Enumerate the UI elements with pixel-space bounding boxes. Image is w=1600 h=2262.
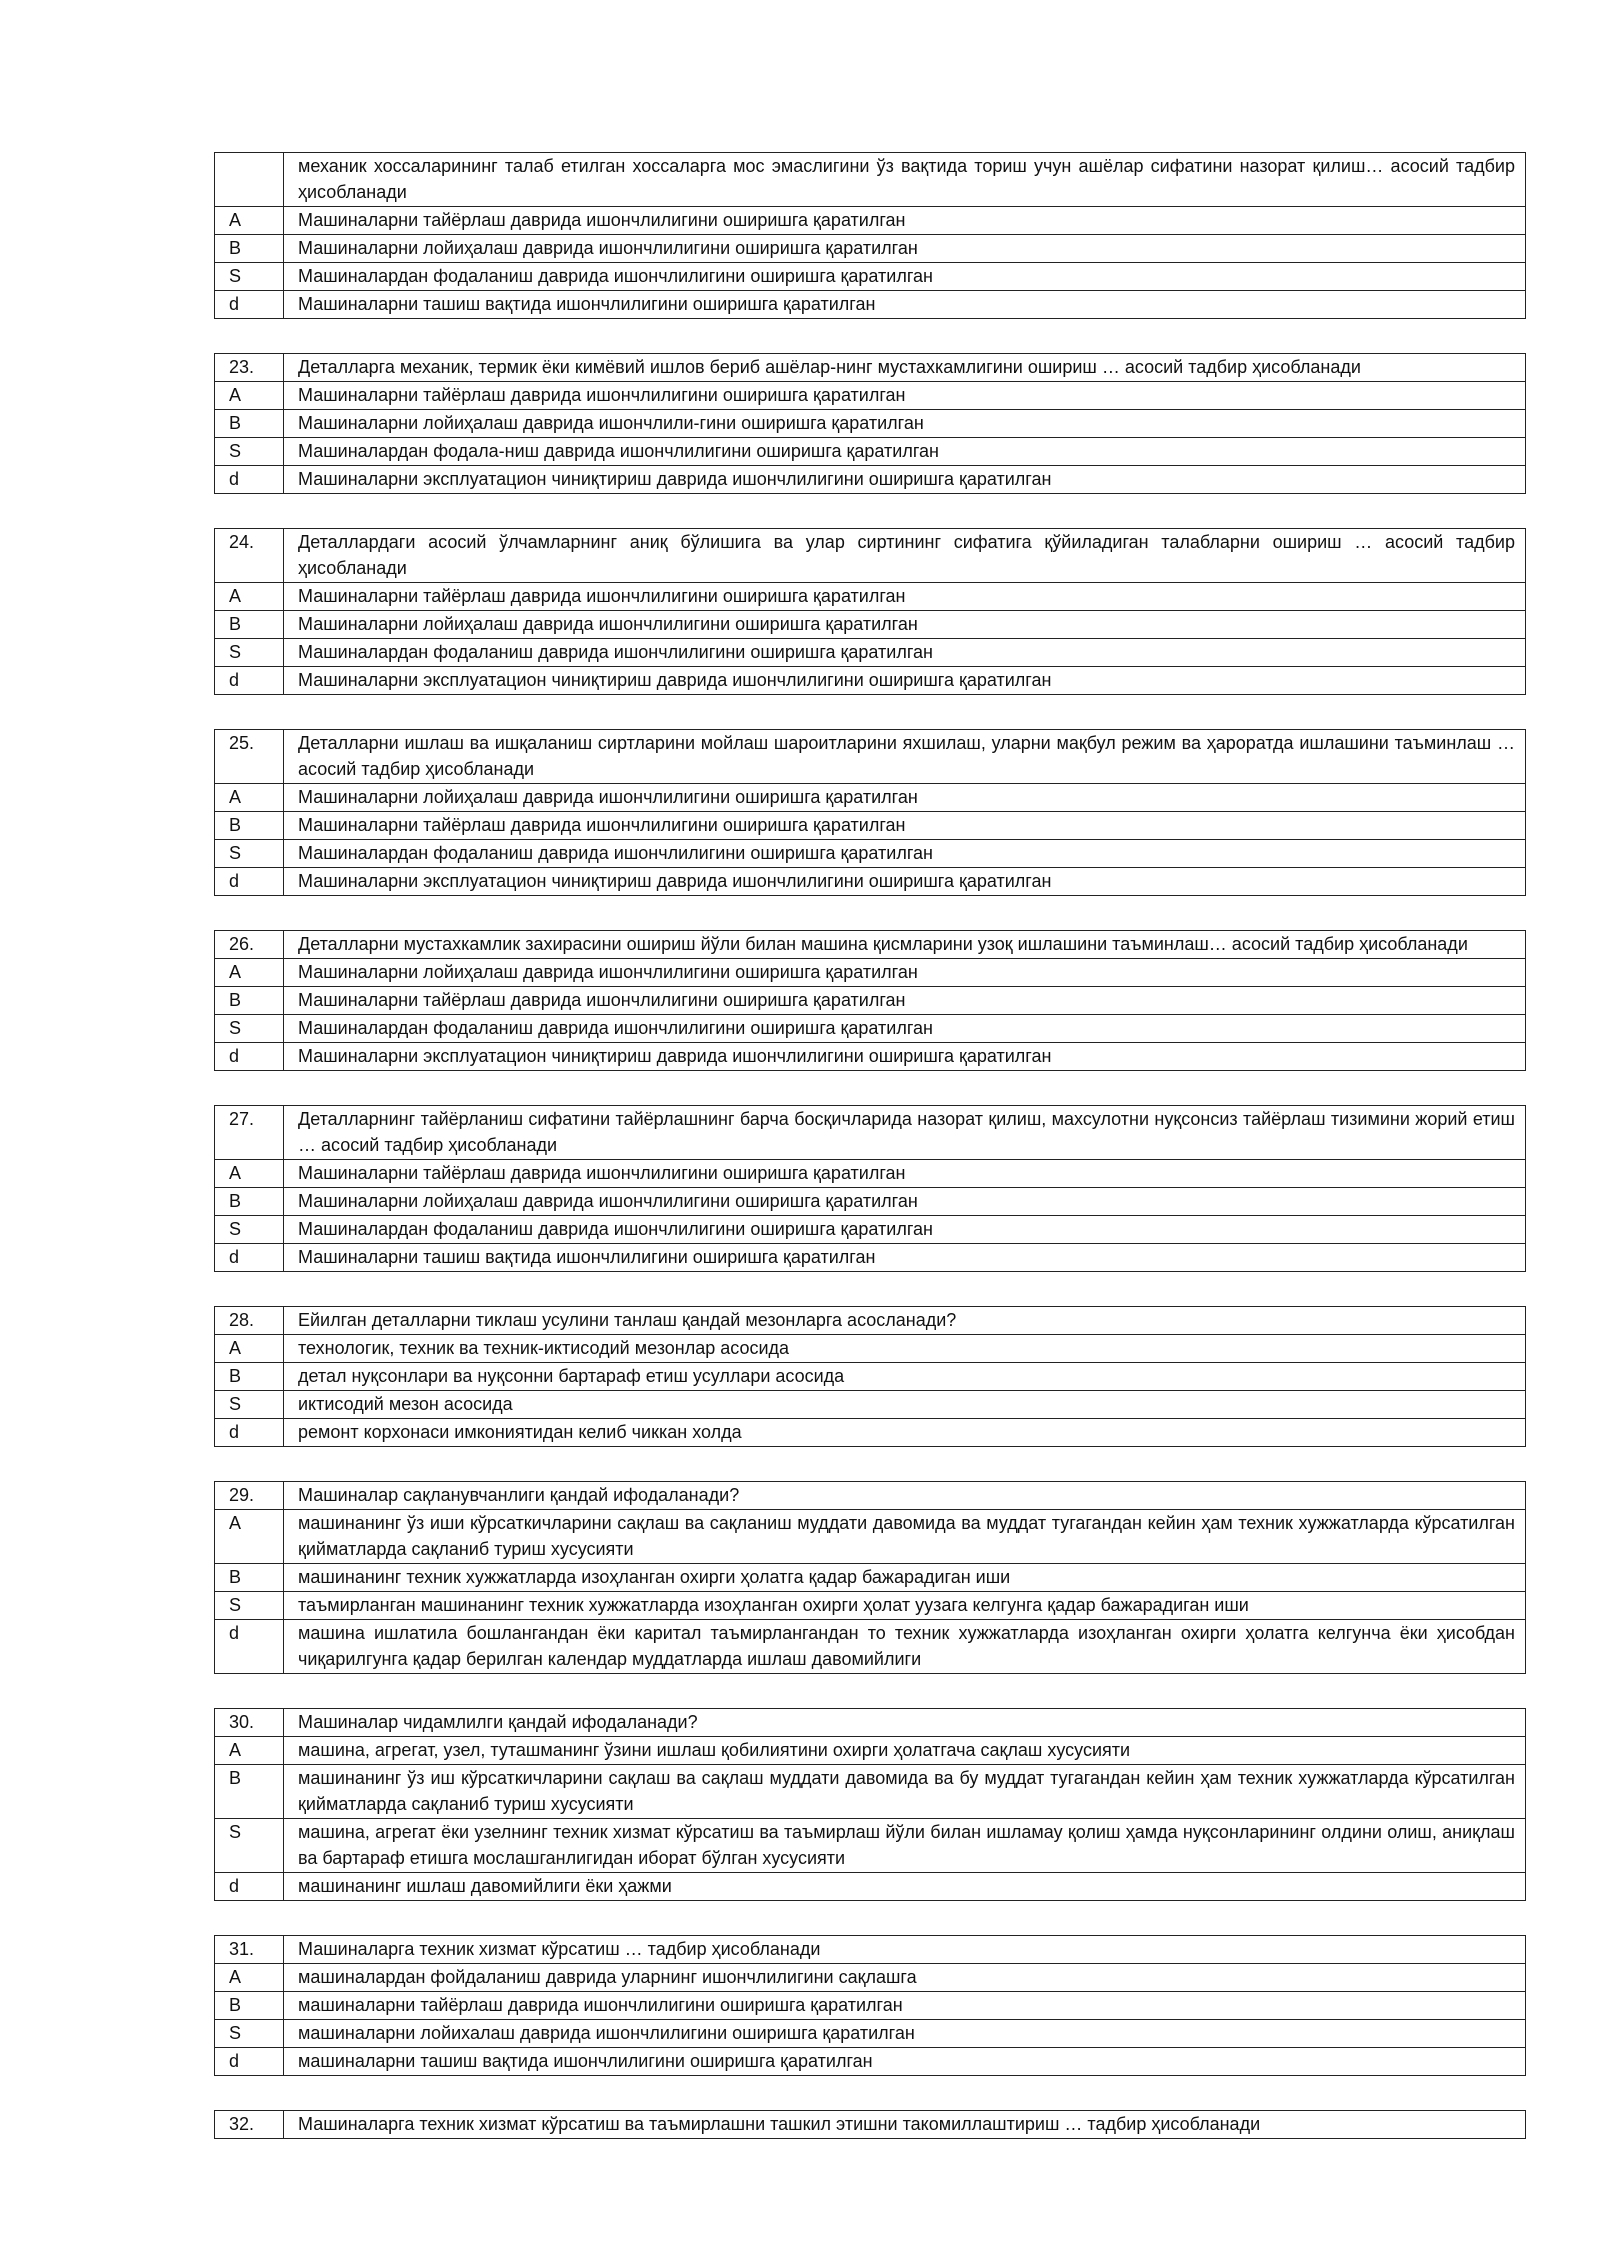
option-label: S xyxy=(215,1592,284,1620)
option-text: машина, агрегат ёки узелнинг техник хизмат кўрсатиш ва таъмирлаш йўли билан ишламау қолиш ҳамда нуқсонларининг олдини олиш, аниқлаш ва бартараф етишга мослашганлигидан иборат бўлган хусусияти xyxy=(284,1819,1526,1873)
question-row xyxy=(215,2111,1526,2139)
question-row xyxy=(215,1482,1526,1510)
option-text: Машиналарни эксплуатацион чиниқтириш даврида ишончлилигини оширишга қаратилган xyxy=(284,667,1526,695)
question-block xyxy=(214,152,1526,319)
option-label: A xyxy=(215,583,284,611)
answer-option-row xyxy=(215,1964,1526,1992)
option-text: машинанинг техник хужжатларда изоҳланган охирги ҳолатга қадар бажарадиган иши xyxy=(284,1564,1526,1592)
option-label: S xyxy=(215,2020,284,2048)
option-text: машиналарни ташиш вақтида ишончлилигини оширишга қаратилган xyxy=(284,2048,1526,2076)
question-number: 25. xyxy=(215,730,284,784)
answer-option-row xyxy=(215,2020,1526,2048)
option-label: A xyxy=(215,784,284,812)
option-text: Машиналарни эксплуатацион чиниқтириш даврида ишончлилигини оширишга қаратилган xyxy=(284,1043,1526,1071)
answer-option-row xyxy=(215,466,1526,494)
question-number: 29. xyxy=(215,1482,284,1510)
answer-option-row xyxy=(215,1043,1526,1071)
question-block xyxy=(214,528,1526,695)
answer-option-row xyxy=(215,1765,1526,1819)
option-label: B xyxy=(215,987,284,1015)
option-label: S xyxy=(215,263,284,291)
option-label: d xyxy=(215,868,284,896)
answer-option-row xyxy=(215,812,1526,840)
option-text: машина, агрегат, узел, туташманинг ўзини ишлаш қобилиятини охирги ҳолатгача сақлаш хусусияти xyxy=(284,1737,1526,1765)
question-number: 30. xyxy=(215,1709,284,1737)
answer-option-row xyxy=(215,1160,1526,1188)
answer-option-row xyxy=(215,2048,1526,2076)
question-block xyxy=(214,1708,1526,1901)
answer-option-row xyxy=(215,639,1526,667)
option-label: d xyxy=(215,1873,284,1901)
answer-option-row xyxy=(215,987,1526,1015)
option-label: S xyxy=(215,840,284,868)
answer-option-row xyxy=(215,382,1526,410)
question-row xyxy=(215,354,1526,382)
option-text: иктисодий мезон асосида xyxy=(284,1391,1526,1419)
question-block xyxy=(214,2110,1526,2139)
option-label: d xyxy=(215,667,284,695)
option-label: A xyxy=(215,1335,284,1363)
option-text: таъмирланган машинанинг техник хужжатларда изоҳланган охирги ҳолат уузага келгунга қадар бажарадиган иши xyxy=(284,1592,1526,1620)
option-text: машина ишлатила бошлангандан ёки каритал таъмирлангандан то техник хужжатларда изоҳланган охирги ҳолатга келгунча ёки ҳисобдан чиқарилгунга қадар берилган календар муддатларда ишлаш давомийлиги xyxy=(284,1620,1526,1674)
answer-option-row xyxy=(215,868,1526,896)
answer-option-row xyxy=(215,667,1526,695)
question-row xyxy=(215,931,1526,959)
answer-option-row xyxy=(215,1620,1526,1674)
answer-option-row xyxy=(215,784,1526,812)
answer-option-row xyxy=(215,291,1526,319)
option-label: B xyxy=(215,611,284,639)
option-text: Машиналардан фодаланиш даврида ишончлилигини оширишга қаратилган xyxy=(284,263,1526,291)
option-label: B xyxy=(215,812,284,840)
answer-option-row xyxy=(215,1363,1526,1391)
question-number: 32. xyxy=(215,2111,284,2139)
question-text: Деталларнинг тайёрланиш сифатини тайёрлашнинг барча босқичларида назорат қилиш, махсулотни нуқсонсиз тайёрлаш тизимини жорий етиш … асосий тадбир ҳисобланади xyxy=(284,1106,1526,1160)
option-text: Машиналарни тайёрлаш даврида ишончлилигини оширишга қаратилган xyxy=(284,812,1526,840)
option-text: Машиналарни тайёрлаш даврида ишончлилигини оширишга қаратилган xyxy=(284,207,1526,235)
option-text: машиналарни тайёрлаш даврида ишончлилигини оширишга қаратилган xyxy=(284,1992,1526,2020)
option-label: S xyxy=(215,639,284,667)
option-text: Машиналарни лойиҳалаш даврида ишончлилигини оширишга қаратилган xyxy=(284,959,1526,987)
option-label: B xyxy=(215,410,284,438)
question-number: 27. xyxy=(215,1106,284,1160)
answer-option-row xyxy=(215,1391,1526,1419)
question-block xyxy=(214,1481,1526,1674)
question-number: 28. xyxy=(215,1307,284,1335)
option-label: A xyxy=(215,1964,284,1992)
question-text: Машиналарга техник хизмат кўрсатиш ва таъмирлашни ташкил этишни такомиллаштириш … тадбир ҳисобланади xyxy=(284,2111,1526,2139)
option-label: S xyxy=(215,438,284,466)
option-text: детал нуқсонлари ва нуқсонни бартараф етиш усуллари асосида xyxy=(284,1363,1526,1391)
document-page xyxy=(214,152,1526,2173)
option-label: B xyxy=(215,1363,284,1391)
answer-option-row xyxy=(215,1015,1526,1043)
answer-option-row xyxy=(215,1592,1526,1620)
option-label: d xyxy=(215,1043,284,1071)
question-row xyxy=(215,1709,1526,1737)
question-row xyxy=(215,153,1526,207)
question-number xyxy=(215,153,284,207)
option-label: S xyxy=(215,1216,284,1244)
answer-option-row xyxy=(215,207,1526,235)
option-label: A xyxy=(215,1737,284,1765)
question-block xyxy=(214,1105,1526,1272)
option-label: A xyxy=(215,382,284,410)
question-block xyxy=(214,1306,1526,1447)
option-text: Машиналардан фодаланиш даврида ишончлилигини оширишга қаратилган xyxy=(284,840,1526,868)
question-block xyxy=(214,930,1526,1071)
answer-option-row xyxy=(215,1510,1526,1564)
answer-option-row xyxy=(215,1819,1526,1873)
option-label: S xyxy=(215,1391,284,1419)
option-text: Машиналарни эксплуатацион чиниқтириш даврида ишончлилигини оширишга қаратилган xyxy=(284,868,1526,896)
answer-option-row xyxy=(215,840,1526,868)
option-text: Машиналардан фодаланиш даврида ишончлилигини оширишга қаратилган xyxy=(284,1015,1526,1043)
question-block xyxy=(214,729,1526,896)
question-row xyxy=(215,1106,1526,1160)
answer-option-row xyxy=(215,611,1526,639)
option-label: B xyxy=(215,1564,284,1592)
answer-option-row xyxy=(215,583,1526,611)
option-text: Машиналардан фодаланиш даврида ишончлилигини оширишга қаратилган xyxy=(284,1216,1526,1244)
option-text: Машиналарни ташиш вақтида ишончлилигини оширишга қаратилган xyxy=(284,1244,1526,1272)
option-label: A xyxy=(215,959,284,987)
question-text: Деталларни мустахкамлик захирасини ошириш йўли билан машина қисмларини узоқ ишлашини таъминлаш… асосий тадбир ҳисобланади xyxy=(284,931,1526,959)
answer-option-row xyxy=(215,1335,1526,1363)
option-text: Машиналарни лойиҳалаш даврида ишончлилигини оширишга қаратилган xyxy=(284,1188,1526,1216)
option-label: A xyxy=(215,1510,284,1564)
question-block xyxy=(214,353,1526,494)
answer-option-row xyxy=(215,410,1526,438)
option-text: машиналардан фойдаланиш даврида уларнинг ишончлилигини сақлашга xyxy=(284,1964,1526,1992)
option-label: d xyxy=(215,466,284,494)
option-label: d xyxy=(215,1620,284,1674)
answer-option-row xyxy=(215,1244,1526,1272)
option-text: Машиналарни эксплуатацион чиниқтириш даврида ишончлилигини оширишга қаратилган xyxy=(284,466,1526,494)
question-row xyxy=(215,1936,1526,1964)
option-label: d xyxy=(215,1419,284,1447)
question-text: Деталларни ишлаш ва ишқаланиш сиртларини мойлаш шароитларини яхшилаш, уларни мақбул режим ва ҳароратда ишлашини таъминлаш … асосий тадбир ҳисобланади xyxy=(284,730,1526,784)
question-row xyxy=(215,529,1526,583)
option-text: Машиналарни тайёрлаш даврида ишончлилигини оширишга қаратилган xyxy=(284,1160,1526,1188)
answer-option-row xyxy=(215,438,1526,466)
option-label: B xyxy=(215,1765,284,1819)
option-text: ремонт корхонаси имкониятидан келиб чиккан холда xyxy=(284,1419,1526,1447)
question-row xyxy=(215,730,1526,784)
option-label: A xyxy=(215,1160,284,1188)
question-number: 31. xyxy=(215,1936,284,1964)
answer-option-row xyxy=(215,1737,1526,1765)
question-text: Машиналарга техник хизмат кўрсатиш … тадбир ҳисобланади xyxy=(284,1936,1526,1964)
option-label: d xyxy=(215,291,284,319)
question-block xyxy=(214,1935,1526,2076)
question-number: 24. xyxy=(215,529,284,583)
answer-option-row xyxy=(215,959,1526,987)
option-label: d xyxy=(215,1244,284,1272)
answer-option-row xyxy=(215,1419,1526,1447)
option-text: Машиналардан фодаланиш даврида ишончлилигини оширишга қаратилган xyxy=(284,639,1526,667)
question-number: 26. xyxy=(215,931,284,959)
option-text: Машиналарни лойиҳалаш даврида ишончлилигини оширишга қаратилган xyxy=(284,784,1526,812)
answer-option-row xyxy=(215,1188,1526,1216)
option-text: Машиналардан фодала-ниш даврида ишончлилигини оширишга қаратилган xyxy=(284,438,1526,466)
option-text: технологик, техник ва техник-иктисодий мезонлар асосида xyxy=(284,1335,1526,1363)
option-label: B xyxy=(215,1992,284,2020)
option-text: машинанинг ўз иши кўрсаткичларини сақлаш ва сақланиш муддати давомида ва муддат тугагандан кейин ҳам техник хужжатларда кўрсатилган қийматларда сақланиб туриш хусусияти xyxy=(284,1510,1526,1564)
question-row xyxy=(215,1307,1526,1335)
option-text: Машиналарни тайёрлаш даврида ишончлилигини оширишга қаратилган xyxy=(284,382,1526,410)
option-text: Машиналарни ташиш вақтида ишончлилигини оширишга қаратилган xyxy=(284,291,1526,319)
option-label: d xyxy=(215,2048,284,2076)
option-label: B xyxy=(215,235,284,263)
answer-option-row xyxy=(215,1216,1526,1244)
question-number: 23. xyxy=(215,354,284,382)
option-label: A xyxy=(215,207,284,235)
answer-option-row xyxy=(215,1564,1526,1592)
question-text: Ейилган деталларни тиклаш усулини танлаш қандай мезонларга асосланади? xyxy=(284,1307,1526,1335)
option-text: Машиналарни тайёрлаш даврида ишончлилигини оширишга қаратилган xyxy=(284,583,1526,611)
question-text: Деталларга механик, термик ёки кимёвий ишлов бериб ашёлар-нинг мустахкамлигини ошириш … асосий тадбир ҳисобланади xyxy=(284,354,1526,382)
option-label: B xyxy=(215,1188,284,1216)
option-text: Машиналарни тайёрлаш даврида ишончлилигини оширишга қаратилган xyxy=(284,987,1526,1015)
option-text: Машиналарни лойиҳалаш даврида ишончлилигини оширишга қаратилган xyxy=(284,235,1526,263)
answer-option-row xyxy=(215,263,1526,291)
question-text: механик хоссаларининг талаб етилган хоссаларга мос эмаслигини ўз вақтида ториш учун ашёлар сифатини назорат қилиш… асосий тадбир ҳисобланади xyxy=(284,153,1526,207)
option-label: S xyxy=(215,1819,284,1873)
option-text: машиналарни лойихалаш даврида ишончлилигини оширишга қаратилган xyxy=(284,2020,1526,2048)
option-text: Машиналарни лойиҳалаш даврида ишончлили-гини оширишга қаратилган xyxy=(284,410,1526,438)
option-label: S xyxy=(215,1015,284,1043)
option-text: машинанинг ўз иш кўрсаткичларини сақлаш ва сақлаш муддати давомида ва бу муддат тугагандан кейин ҳам техник хужжатларда кўрсатилган қийматларда сақланиб туриш хусусияти xyxy=(284,1765,1526,1819)
question-text: Деталлардаги асосий ўлчамларнинг аниқ бўлишига ва улар сиртининг сифатига қўйиладиган талабларни ошириш … асосий тадбир ҳисобланади xyxy=(284,529,1526,583)
option-text: Машиналарни лойиҳалаш даврида ишончлилигини оширишга қаратилган xyxy=(284,611,1526,639)
option-text: машинанинг ишлаш давомийлиги ёки ҳажми xyxy=(284,1873,1526,1901)
question-text: Машиналар сақланувчанлиги қандай ифодаланади? xyxy=(284,1482,1526,1510)
answer-option-row xyxy=(215,235,1526,263)
question-text: Машиналар чидамлилги қандай ифодаланади? xyxy=(284,1709,1526,1737)
answer-option-row xyxy=(215,1992,1526,2020)
answer-option-row xyxy=(215,1873,1526,1901)
